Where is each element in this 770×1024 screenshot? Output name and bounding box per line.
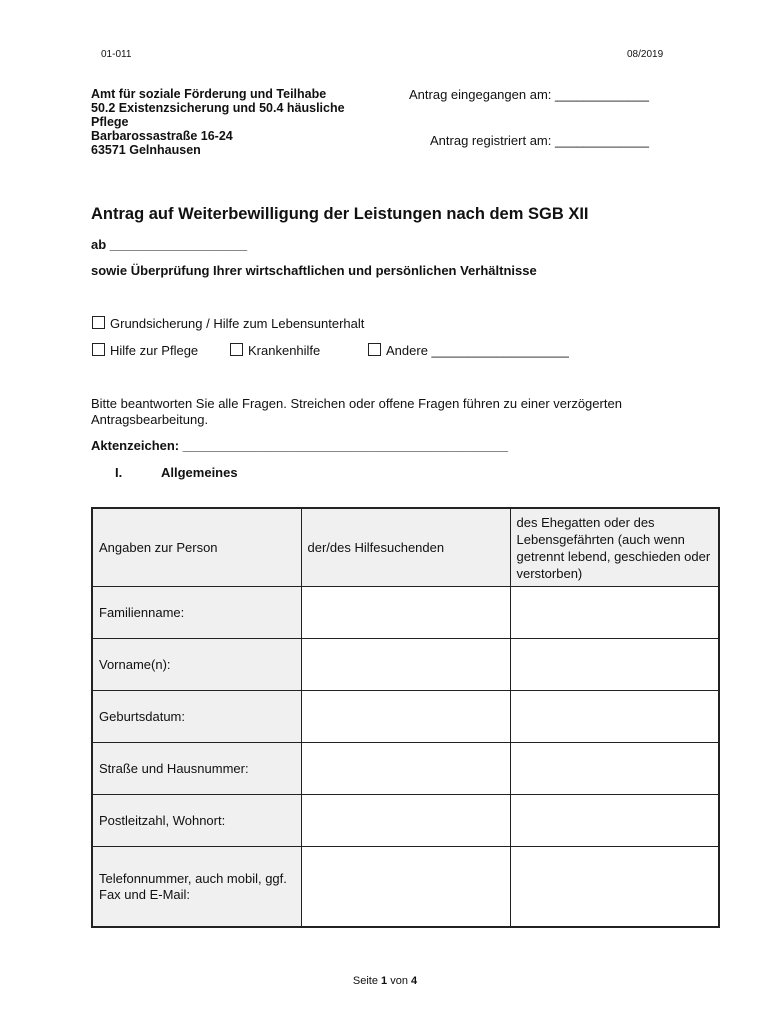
subtitle: sowie Überprüfung Ihrer wirtschaftlichen und persönlichen Verhältnisse xyxy=(91,263,537,278)
input-cell[interactable] xyxy=(301,639,510,691)
input-cell[interactable] xyxy=(510,691,719,743)
input-cell[interactable] xyxy=(301,587,510,639)
office-address xyxy=(91,87,401,157)
checkbox-icon[interactable] xyxy=(368,343,381,356)
form-code: 01-011 xyxy=(101,49,132,60)
checkbox-icon[interactable] xyxy=(92,343,105,356)
footer-mid: von xyxy=(387,975,411,987)
address-line: Pflege xyxy=(91,115,129,129)
input-cell[interactable] xyxy=(301,691,510,743)
row-label: Telefonnummer, auch mobil, ggf. Fax und E-Mail: xyxy=(92,847,301,928)
table-row xyxy=(92,795,719,847)
table-header-row xyxy=(92,508,719,587)
start-date-field[interactable]: ab ___________________ xyxy=(91,237,248,252)
row-label: Straße und Hausnummer: xyxy=(92,743,301,795)
checkbox-icon[interactable] xyxy=(92,316,105,329)
option-andere[interactable] xyxy=(368,343,569,358)
input-cell[interactable] xyxy=(510,795,719,847)
row-label: Vorname(n): xyxy=(92,639,301,691)
row-label: Postleitzahl, Wohnort: xyxy=(92,795,301,847)
person-table xyxy=(91,507,720,928)
form-date: 08/2019 xyxy=(627,49,664,60)
input-cell[interactable] xyxy=(301,743,510,795)
input-cell[interactable] xyxy=(510,639,719,691)
page-footer xyxy=(0,975,770,987)
row-label: Geburtsdatum: xyxy=(92,691,301,743)
table-row xyxy=(92,743,719,795)
input-cell[interactable] xyxy=(301,847,510,928)
address-line: 63571 Gelnhausen xyxy=(91,143,201,157)
current-page: 1 xyxy=(381,975,388,987)
aktenzeichen-field[interactable]: Aktenzeichen: _____________________________________________ xyxy=(91,438,509,453)
total-pages: 4 xyxy=(411,975,418,987)
address-line: 50.2 Existenzsicherung und 50.4 häusliche xyxy=(91,101,345,115)
option-label: Andere ___________________ xyxy=(386,343,569,358)
registered-date-field[interactable]: Antrag registriert am: _____________ xyxy=(430,133,649,148)
option-label: Krankenhilfe xyxy=(248,343,321,358)
table-header-cell: des Ehegatten oder des Lebensgefährten (auch wenn getrennt lebend, geschieden oder verstorben) xyxy=(510,508,719,587)
input-cell[interactable] xyxy=(510,743,719,795)
option-label: Grundsicherung / Hilfe zum Lebensunterhalt xyxy=(110,316,365,331)
table-row xyxy=(92,847,719,928)
checkbox-icon[interactable] xyxy=(230,343,243,356)
input-cell[interactable] xyxy=(301,795,510,847)
table-header-cell: Angaben zur Person xyxy=(92,508,301,587)
table-row xyxy=(92,639,719,691)
input-cell[interactable] xyxy=(510,587,719,639)
option-krankenhilfe[interactable] xyxy=(230,343,320,358)
instructions: Bitte beantworten Sie alle Fragen. Streichen oder offene Fragen führen zu einer verzögerten Antragsbearbeitung. xyxy=(91,396,622,427)
table-row xyxy=(92,691,719,743)
address-line: Amt für soziale Förderung und Teilhabe xyxy=(91,87,327,101)
section-title: Allgemeines xyxy=(161,465,238,480)
page-title: Antrag auf Weiterbewilligung der Leistungen nach dem SGB XII xyxy=(91,205,589,223)
option-pflege[interactable] xyxy=(92,343,198,358)
table-row xyxy=(92,587,719,639)
option-label: Hilfe zur Pflege xyxy=(110,343,199,358)
input-cell[interactable] xyxy=(510,847,719,928)
option-grundsicherung[interactable] xyxy=(92,316,364,331)
table-header-cell: der/des Hilfesuchenden xyxy=(301,508,510,587)
address-line: Barbarossastraße 16-24 xyxy=(91,129,233,143)
row-label: Familienname: xyxy=(92,587,301,639)
footer-prefix: Seite xyxy=(352,975,382,987)
section-number: I. xyxy=(115,465,123,480)
received-date-field[interactable]: Antrag eingegangen am: _____________ xyxy=(409,87,649,102)
